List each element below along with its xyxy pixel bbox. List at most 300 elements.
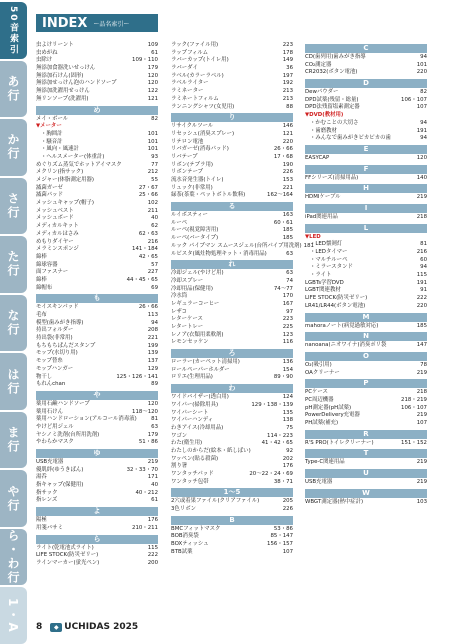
section-header: よ xyxy=(36,507,158,516)
entry-name: モップ(水切り用) xyxy=(36,350,78,357)
entry-name: レノア(衣類用柔軟剤) xyxy=(171,331,224,338)
section-header: C xyxy=(305,44,427,53)
index-entry xyxy=(171,301,293,309)
entry-page: 120 xyxy=(147,400,158,407)
section-header: H xyxy=(305,184,427,193)
entry-name: リサイクルツール xyxy=(171,123,214,130)
entry-page: 223 xyxy=(282,316,293,323)
entry-page: 227 xyxy=(147,269,158,276)
entry-page: 181 xyxy=(303,242,314,249)
entry-name: 持出袋(非常用) xyxy=(36,335,73,342)
entry-page: 153 xyxy=(282,177,293,183)
entry-page: 191 xyxy=(416,127,427,134)
entry-page: 176 xyxy=(282,463,293,470)
index-entry xyxy=(36,459,158,467)
entry-name: ・ヘルスメーター(体重計) xyxy=(41,153,105,160)
entry-name: メジャー(体脂測定用器) xyxy=(36,177,95,183)
section-header: ろ xyxy=(171,349,293,358)
page-title: INDEX xyxy=(42,15,88,31)
entry-name: LGBTs学習DVD xyxy=(305,279,344,286)
index-entry xyxy=(171,146,293,154)
index-entry xyxy=(36,215,158,223)
entry-name: メッシュキャップ(帽子) xyxy=(36,200,95,207)
index-entry xyxy=(305,479,427,487)
entry-name: わたしのからだ(絵本・紙しばい) xyxy=(171,447,251,454)
index-entry xyxy=(305,287,427,295)
entry-name: 湯呑 xyxy=(36,474,47,481)
entry-name: ルーペ(視覚障害用) xyxy=(171,227,219,234)
index-entry xyxy=(171,80,293,88)
index-entry xyxy=(305,303,427,311)
entry-page: 147 xyxy=(416,342,427,349)
entry-name: CO₂測定器 xyxy=(305,61,332,68)
entry-name: ▼DVD(教材用) xyxy=(305,112,344,119)
entry-page: 221 xyxy=(147,335,158,342)
entry-page: 113 xyxy=(147,312,158,318)
entry-page: 205 xyxy=(282,498,293,505)
entry-name: 優肌絆(ゆうきばん) xyxy=(36,466,84,473)
entry-page: 109・110 xyxy=(132,57,158,64)
section-header: ら xyxy=(36,535,158,544)
index-entry xyxy=(305,323,427,331)
entry-page: 88 xyxy=(286,103,293,110)
index-entry xyxy=(36,366,158,374)
index-entry xyxy=(171,533,293,541)
entry-page: 140 xyxy=(416,174,427,181)
entry-page: 103 xyxy=(416,498,427,505)
entry-name: やけど用ジェル xyxy=(36,423,74,430)
index-entry xyxy=(305,155,427,163)
entry-page: 124 xyxy=(282,394,293,401)
entry-page: 109 xyxy=(147,42,158,48)
entry-page: 178 xyxy=(282,49,293,56)
index-entry xyxy=(171,57,293,65)
entry-page: 97 xyxy=(286,308,293,315)
entry-name: 滅菌ガーゼ xyxy=(36,184,63,191)
entry-page: 81 xyxy=(420,241,427,248)
entry-page: 82 xyxy=(151,115,158,122)
entry-name: BOXティッシュ xyxy=(171,541,209,548)
index-entry xyxy=(305,241,427,249)
entry-page: 75 xyxy=(286,424,293,431)
entry-name: 用箋バサミ xyxy=(36,524,63,531)
index-entry xyxy=(36,57,158,65)
entry-page: 135 xyxy=(282,409,293,416)
entry-page: 25・66 xyxy=(138,192,158,199)
entry-page: 89 xyxy=(151,381,158,388)
entry-name: 指サック xyxy=(36,489,58,496)
entry-name: 流水音発生器(トイレ) xyxy=(171,177,224,183)
entry-name: 無リンソープ(洗濯用) xyxy=(36,95,89,102)
index-entry xyxy=(305,272,427,280)
entry-page: 92 xyxy=(286,447,293,454)
entry-page: 94 xyxy=(420,135,427,142)
entry-name: リセッシュ(消臭スプレー) xyxy=(171,130,235,137)
entry-name: メディカルキット xyxy=(36,223,79,230)
entry-name: iPad関連用品 xyxy=(305,213,338,220)
index-entry xyxy=(171,374,293,382)
brand-name: UCHIDAS 2025 xyxy=(64,622,139,632)
entry-page: 107 xyxy=(282,548,293,555)
index-entry xyxy=(36,269,158,277)
entry-page: 63 xyxy=(286,250,293,257)
index-entry xyxy=(36,552,158,560)
entry-page: 69 xyxy=(151,284,158,291)
entry-name: ラバーカップ(トイレ用) xyxy=(171,57,229,64)
entry-name: ラベルライター xyxy=(171,80,209,87)
entry-page: 129 xyxy=(147,365,158,372)
entry-name: 無添加せっけん泡のハンドソープ xyxy=(36,80,117,87)
entry-name: ヤシノミ洗剤(台所用洗剤) xyxy=(36,431,100,438)
entry-name: ワイパー(掃除用具) xyxy=(171,401,219,408)
index-entry xyxy=(171,286,293,294)
index-entry xyxy=(305,420,427,428)
index-entry xyxy=(36,482,158,490)
index-entry xyxy=(36,381,158,389)
tab-4[interactable]: た行 xyxy=(0,236,27,293)
entry-name: PH試薬(補充) xyxy=(305,420,339,426)
entry-page: 121 xyxy=(282,130,293,137)
entry-name: USB充電器 xyxy=(36,459,64,465)
entry-page: 222 xyxy=(416,295,427,302)
index-entry xyxy=(36,177,158,185)
index-entry xyxy=(305,104,427,112)
entry-name: 指レンズ xyxy=(36,497,58,504)
section-header: E xyxy=(305,145,427,154)
entry-name: ロールペーパーホルダー xyxy=(171,366,230,373)
entry-page: 101 xyxy=(147,146,158,153)
index-entry xyxy=(171,42,293,50)
entry-page: 32・33・70 xyxy=(126,466,158,473)
index-entry xyxy=(171,169,293,177)
index-entry xyxy=(36,223,158,231)
entry-page: 190 xyxy=(282,161,293,168)
entry-page: 41・42・65 xyxy=(261,440,293,447)
section-header: り xyxy=(171,113,293,122)
entry-page: 222 xyxy=(147,552,158,559)
entry-page: 151・152 xyxy=(401,439,427,446)
entry-page: 38・71 xyxy=(273,478,293,485)
entry-name: モイスキンパッド xyxy=(36,304,79,311)
entry-page: 27・67 xyxy=(138,184,158,191)
index-entry xyxy=(171,270,293,278)
entry-page: 63 xyxy=(286,270,293,277)
entry-name: 持出フォルダー xyxy=(36,327,74,334)
index-entry xyxy=(36,80,158,88)
entry-name: ラインマーカー(蛍光ペン) xyxy=(36,559,100,566)
entry-name: LGBT関連教材 xyxy=(305,287,341,294)
index-entry xyxy=(36,335,158,343)
entry-page: 167 xyxy=(282,300,293,307)
index-entry xyxy=(36,497,158,505)
entry-page: 40 xyxy=(151,482,158,489)
page-subtitle: ー品名索引ー xyxy=(93,20,130,28)
entry-name: ローラー(カーペット清掃用) xyxy=(171,359,240,366)
entry-name: ・かむことの大切さ xyxy=(310,119,359,126)
entry-name: やわらかマスク xyxy=(36,439,74,446)
section-header: D xyxy=(305,79,427,88)
entry-page: 63 xyxy=(151,423,158,430)
entry-page: 94 xyxy=(151,319,158,326)
entry-name: 面ファスナー xyxy=(36,269,69,276)
entry-page: 85・147 xyxy=(270,533,293,540)
tab-2[interactable]: か行 xyxy=(0,119,27,176)
entry-page: 216 xyxy=(147,238,158,245)
index-entry xyxy=(36,96,158,104)
entry-name: 冷却スプレー xyxy=(171,277,204,284)
entry-page: 77 xyxy=(151,161,158,168)
entry-name: メッシュボード xyxy=(36,215,74,222)
index-entry xyxy=(171,448,293,456)
index-entry xyxy=(305,389,427,397)
entry-page: 20〜22・24・69 xyxy=(249,471,293,477)
tab-7[interactable]: ま行 xyxy=(0,412,27,469)
entry-name: ランニングシャツ(女児用) xyxy=(171,103,235,110)
index-entry xyxy=(36,327,158,335)
entry-name: もれんchan xyxy=(36,381,66,388)
index-entry xyxy=(171,479,293,487)
index-entry xyxy=(171,324,293,332)
index-entry xyxy=(171,154,293,162)
index-entry xyxy=(36,88,158,96)
entry-page: 17・68 xyxy=(273,153,293,160)
section-header: や xyxy=(36,391,158,400)
entry-name: ▼LED xyxy=(305,233,321,240)
index-entry xyxy=(36,200,158,208)
entry-page: 115 xyxy=(147,544,158,551)
index-entry xyxy=(305,249,427,257)
entry-name: わた(衛生用) xyxy=(171,440,203,447)
index-entry xyxy=(305,89,427,97)
index-entry xyxy=(36,231,158,239)
entry-name: LIFE STOCK(防災ゼリー) xyxy=(305,295,368,302)
index-entry xyxy=(305,264,427,272)
entry-page: 226 xyxy=(282,169,293,176)
section-header: W xyxy=(305,489,427,498)
entry-name: DPD試薬(残留・総量) xyxy=(305,96,359,103)
entry-page: 212 xyxy=(147,169,158,176)
index-entry xyxy=(36,517,158,525)
entry-page: 120 xyxy=(416,154,427,161)
entry-page: 82 xyxy=(420,89,427,96)
index-entry xyxy=(171,394,293,402)
entry-name: 冷却ジェル(やけど用) xyxy=(171,270,224,277)
entry-page: 219 xyxy=(416,369,427,376)
entry-name: ・みんなで歯みがきピカピカの歯 xyxy=(310,135,391,142)
entry-page: 62 xyxy=(151,223,158,230)
tab-0[interactable]: 50音索引 xyxy=(0,2,27,59)
index-entry xyxy=(171,242,314,251)
entry-page: 94 xyxy=(420,54,427,60)
index-entry xyxy=(36,42,158,50)
index-entry xyxy=(36,304,158,312)
entry-page: 220 xyxy=(282,138,293,145)
index-entry xyxy=(171,425,293,433)
entry-name: ・ミラースタンド xyxy=(310,264,353,271)
index-entry xyxy=(171,316,293,324)
entry-page: 162〜164 xyxy=(267,192,293,199)
index-entry xyxy=(171,278,293,286)
entry-page: 36 xyxy=(286,65,293,72)
entry-name: 無添加食器洗いせっけん xyxy=(36,65,96,72)
entry-page: 120 xyxy=(147,72,158,79)
section-header: P xyxy=(305,379,427,388)
entry-page: 197 xyxy=(282,72,293,79)
entry-page: 137 xyxy=(147,358,158,365)
entry-name: LR41/LR44(ボタン電池) xyxy=(305,302,366,309)
index-entry xyxy=(36,312,158,320)
entry-name: 無添加石けん(固形) xyxy=(36,72,84,79)
entry-page: 210・211 xyxy=(132,524,158,531)
entry-name: ワゴン xyxy=(171,432,188,439)
index-entry xyxy=(171,402,293,410)
entry-page: 123 xyxy=(282,331,293,338)
entry-name: ・歯磨教材 xyxy=(310,127,337,134)
entry-page: 102 xyxy=(147,200,158,207)
index-entry xyxy=(171,471,293,479)
entry-page: 61 xyxy=(151,497,158,504)
entry-page: 61 xyxy=(151,49,158,56)
tab-3[interactable]: さ行 xyxy=(0,178,27,235)
entry-name: O₂(吸引用) xyxy=(305,361,332,368)
index-entry xyxy=(171,293,293,301)
entry-page: 202 xyxy=(282,455,293,462)
entry-name: メディカルはさみ xyxy=(36,230,79,237)
entry-page: 223 xyxy=(282,42,293,48)
entry-page: 149 xyxy=(282,57,293,64)
entry-page: 220 xyxy=(416,69,427,76)
entry-name: レタートレー xyxy=(171,324,204,330)
entry-name: 冷却用品(保健用) xyxy=(171,285,213,292)
entry-name: ・ライト xyxy=(310,272,332,279)
entry-page: 62・63 xyxy=(138,230,158,237)
entry-page: 93 xyxy=(151,153,158,160)
index-entry xyxy=(171,96,293,104)
index-entry xyxy=(36,65,158,73)
entry-page: 139 xyxy=(147,350,158,357)
entry-name: CR2032(ボタン電池) xyxy=(305,69,358,76)
entry-name: ・マルチルーペ xyxy=(310,256,348,263)
entry-page: 221 xyxy=(282,184,293,191)
tab-8[interactable]: や行 xyxy=(0,470,27,527)
entry-page: 176 xyxy=(147,517,158,524)
section-header: 1〜5 xyxy=(171,488,293,497)
entry-name: 綿棒 xyxy=(36,276,47,283)
index-entry xyxy=(36,424,158,432)
index-column-1 xyxy=(36,42,158,568)
entry-page: 220 xyxy=(416,302,427,309)
entry-name: ルビスタ(風灶物処理キット・消毒用品) xyxy=(171,250,267,257)
entry-name: pH測定器(pH試薬) xyxy=(305,404,352,411)
entry-name: 無添加洗濯用せっけん xyxy=(36,88,90,95)
section-header: る xyxy=(171,202,293,211)
tab-1[interactable]: あ行 xyxy=(0,61,27,118)
entry-page: 200 xyxy=(147,559,158,566)
entry-name: レターケース xyxy=(171,316,203,323)
tab-10[interactable]: 1・A xyxy=(0,587,27,644)
index-entry xyxy=(305,112,427,120)
entry-name: PCケース xyxy=(305,389,328,396)
entry-page: 179 xyxy=(147,65,158,72)
entry-name: ・LED懐剣灯 xyxy=(310,241,343,248)
entry-name: めもりダイヤー xyxy=(36,238,74,245)
entry-page: 118〜120 xyxy=(132,408,158,415)
entry-name: nanoana(ニオワイナ)消臭ポリ袋 xyxy=(305,342,387,349)
entry-name: 虫よけリーント xyxy=(36,42,74,48)
section-header: B xyxy=(171,516,293,525)
entry-name: ルーペ(バータイプ) xyxy=(171,235,219,242)
index-entry xyxy=(171,463,293,471)
index-entry xyxy=(36,474,158,482)
index-entry xyxy=(305,120,427,128)
brand-logo xyxy=(50,622,138,632)
entry-name: レモンセッケン xyxy=(171,339,209,346)
index-entry xyxy=(36,560,158,568)
index-entry xyxy=(171,177,293,185)
index-entry xyxy=(171,65,293,73)
index-entry xyxy=(171,212,293,220)
entry-name: 指キャップ(保健用) xyxy=(36,482,84,489)
entry-page: 171 xyxy=(147,474,158,481)
entry-page: 115 xyxy=(416,272,427,279)
index-entry xyxy=(36,285,158,293)
entry-page: 94 xyxy=(420,119,427,126)
entry-page: 26・66 xyxy=(273,146,293,153)
entry-name: 2穴或着果ファイル(クリアファイル) xyxy=(171,498,260,505)
entry-name: ライト(乾電池式ライト) xyxy=(36,544,94,551)
section-header: I xyxy=(305,204,427,213)
entry-page: 122 xyxy=(147,88,158,95)
tab-6[interactable]: は行 xyxy=(0,353,27,410)
entry-name: ワイドバイザー(透白用) xyxy=(171,394,229,401)
entry-name: DPD法残留塩素測定器 xyxy=(305,104,360,111)
entry-page: 156・157 xyxy=(267,541,293,548)
entry-page: 106・107 xyxy=(401,96,427,103)
entry-name: Dewパウダー xyxy=(305,89,339,96)
entry-name: mahoraノート(病覚過敏対応) xyxy=(305,322,379,329)
tab-9[interactable]: ら・わ行 xyxy=(0,529,27,586)
entry-name: ワイパーハンディ xyxy=(171,417,214,424)
section-header: L xyxy=(305,224,427,233)
entry-name: BMCフィットマスク xyxy=(171,525,221,532)
entry-name: ワッペン(貼る殺菌) xyxy=(171,455,219,462)
tab-5[interactable]: な行 xyxy=(0,295,27,352)
entry-page: 125・126・141 xyxy=(116,373,158,380)
entry-page: 146 xyxy=(282,123,293,130)
entry-name: ルイボスティー xyxy=(171,212,208,219)
entry-name: リュック(非常用) xyxy=(171,184,213,191)
entry-name: メクリン(指サック) xyxy=(36,169,84,176)
index-entry xyxy=(305,175,427,183)
index-entry xyxy=(36,154,158,162)
entry-page: 129・138・139 xyxy=(251,401,293,408)
index-entry xyxy=(171,131,293,139)
entry-name: ワンタッチ包帯 xyxy=(171,478,209,485)
section-header: M xyxy=(305,313,427,322)
entry-page: 40 xyxy=(151,215,158,222)
entry-name: HDMIケーブル xyxy=(305,194,341,201)
entry-name: 冷水筒 xyxy=(171,293,188,300)
index-entry xyxy=(36,350,158,358)
entry-page: 138 xyxy=(282,417,293,424)
entry-name: CD(歯列用)歯みがき指導 xyxy=(305,54,366,60)
entry-name: ラック(ファイル用) xyxy=(171,42,219,48)
index-entry xyxy=(305,194,427,202)
index-entry xyxy=(305,295,427,303)
index-entry xyxy=(305,412,427,420)
index-entry xyxy=(36,50,158,58)
entry-page: 40・212 xyxy=(135,489,158,496)
